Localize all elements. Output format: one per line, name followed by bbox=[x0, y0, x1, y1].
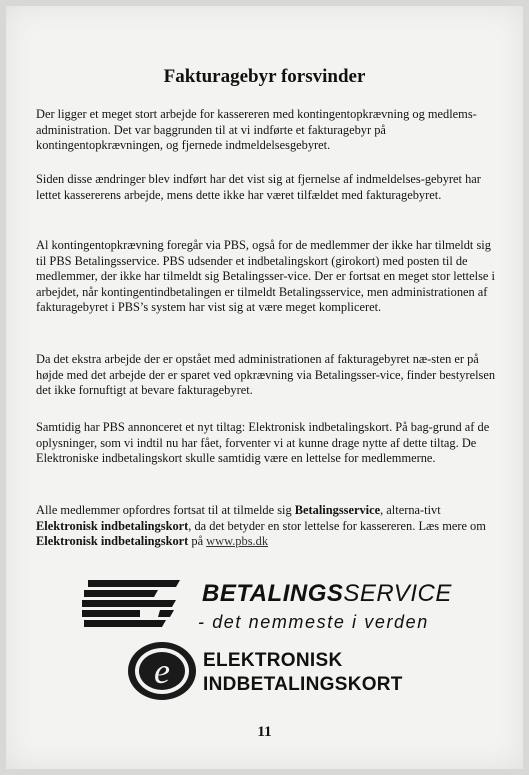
elektronisk-indbetalingskort-logo-icon bbox=[126, 640, 198, 702]
p6-text-4: på bbox=[188, 534, 207, 549]
paragraph-1: Der ligger et meget stort arbejde for kassereren med kontingentopkrævning og medlems-administration. Det var baggrunden til at vi indførte et fakturagebyr på kontingentopkrævningen, og fjernede indmeldelsesgebyret. bbox=[36, 107, 477, 153]
indbetalingskort-text: INDBETALINGSKORT bbox=[203, 674, 403, 695]
page-number: 11 bbox=[257, 724, 272, 740]
elektronisk-bold-1: Elektronisk indbetalingskort bbox=[36, 518, 189, 533]
p6-text-3: , da det betyder en stor lettelse for kassereren. Læs mere om bbox=[188, 518, 486, 533]
elektronisk-bold-2: Elektronisk indbetalingskort bbox=[36, 534, 189, 549]
betalingsservice-wordmark: BETALINGSSERVICE bbox=[202, 580, 452, 607]
elektronisk-text: ELEKTRONISK bbox=[203, 650, 343, 671]
paragraph-2: Siden disse ændringer blev indført har det vist sig at fjernelse af indmeldelses-gebyret har lettet kassererens arbejde, mens dette ikke har været tilfældet med fakturagebyret. bbox=[36, 172, 481, 202]
paragraph-3: Al kontingentopkrævning foregår via PBS, også for de medlemmer der ikke har tilmeldt sig til PBS Betalingsservice. PBS udsender et indbetalingskort (girokort) med posten til de medlemmer, der ikke har tilmeldt sig Betalingsser-vice. Der er fortsat en meget stor lettelse i arbejdet, når kontingentindbetalingen er tilmeldt Betalingsservice, men administrationen af fakturagebyret i PBS’s system har vist sig at være meget kompliceret. bbox=[36, 238, 495, 315]
betalingsservice-logo-icon bbox=[80, 578, 200, 636]
article-title: Fakturagebyr forsvinder bbox=[163, 66, 366, 87]
betalingsservice-slogan: - det nemmeste i verden bbox=[198, 612, 429, 632]
paragraph-6 bbox=[36, 503, 500, 550]
paragraph-4: Da det ekstra arbejde der er opstået med administrationen af fakturagebyret næ-sten er på højde med det arbejde der er sparet ved opkrævning via Betalingsser-vice, finder bestyrelsen det ikke fornuftigt at bevare fakturagebyret. bbox=[36, 352, 496, 398]
e-letter: e bbox=[154, 651, 170, 691]
p6-text-2: , alterna-tivt bbox=[380, 503, 441, 517]
betalingsservice-bold: Betalingsservice bbox=[294, 503, 381, 517]
pbs-link[interactable]: www.pbs.dk bbox=[206, 534, 269, 549]
p6-text-1: Alle medlemmer opfordres fortsat til at tilmelde sig bbox=[36, 503, 295, 517]
paragraph-5: Samtidig har PBS annonceret et nyt tiltag: Elektronisk indbetalingskort. På bag-grund af de oplysninger, som vi indtil nu har fået, forventer vi at kunne drage nytte af dette tiltag. De Elektroniske indbetalingskort skulle samtidig være en lettelse for medlemmerne. bbox=[36, 420, 490, 466]
